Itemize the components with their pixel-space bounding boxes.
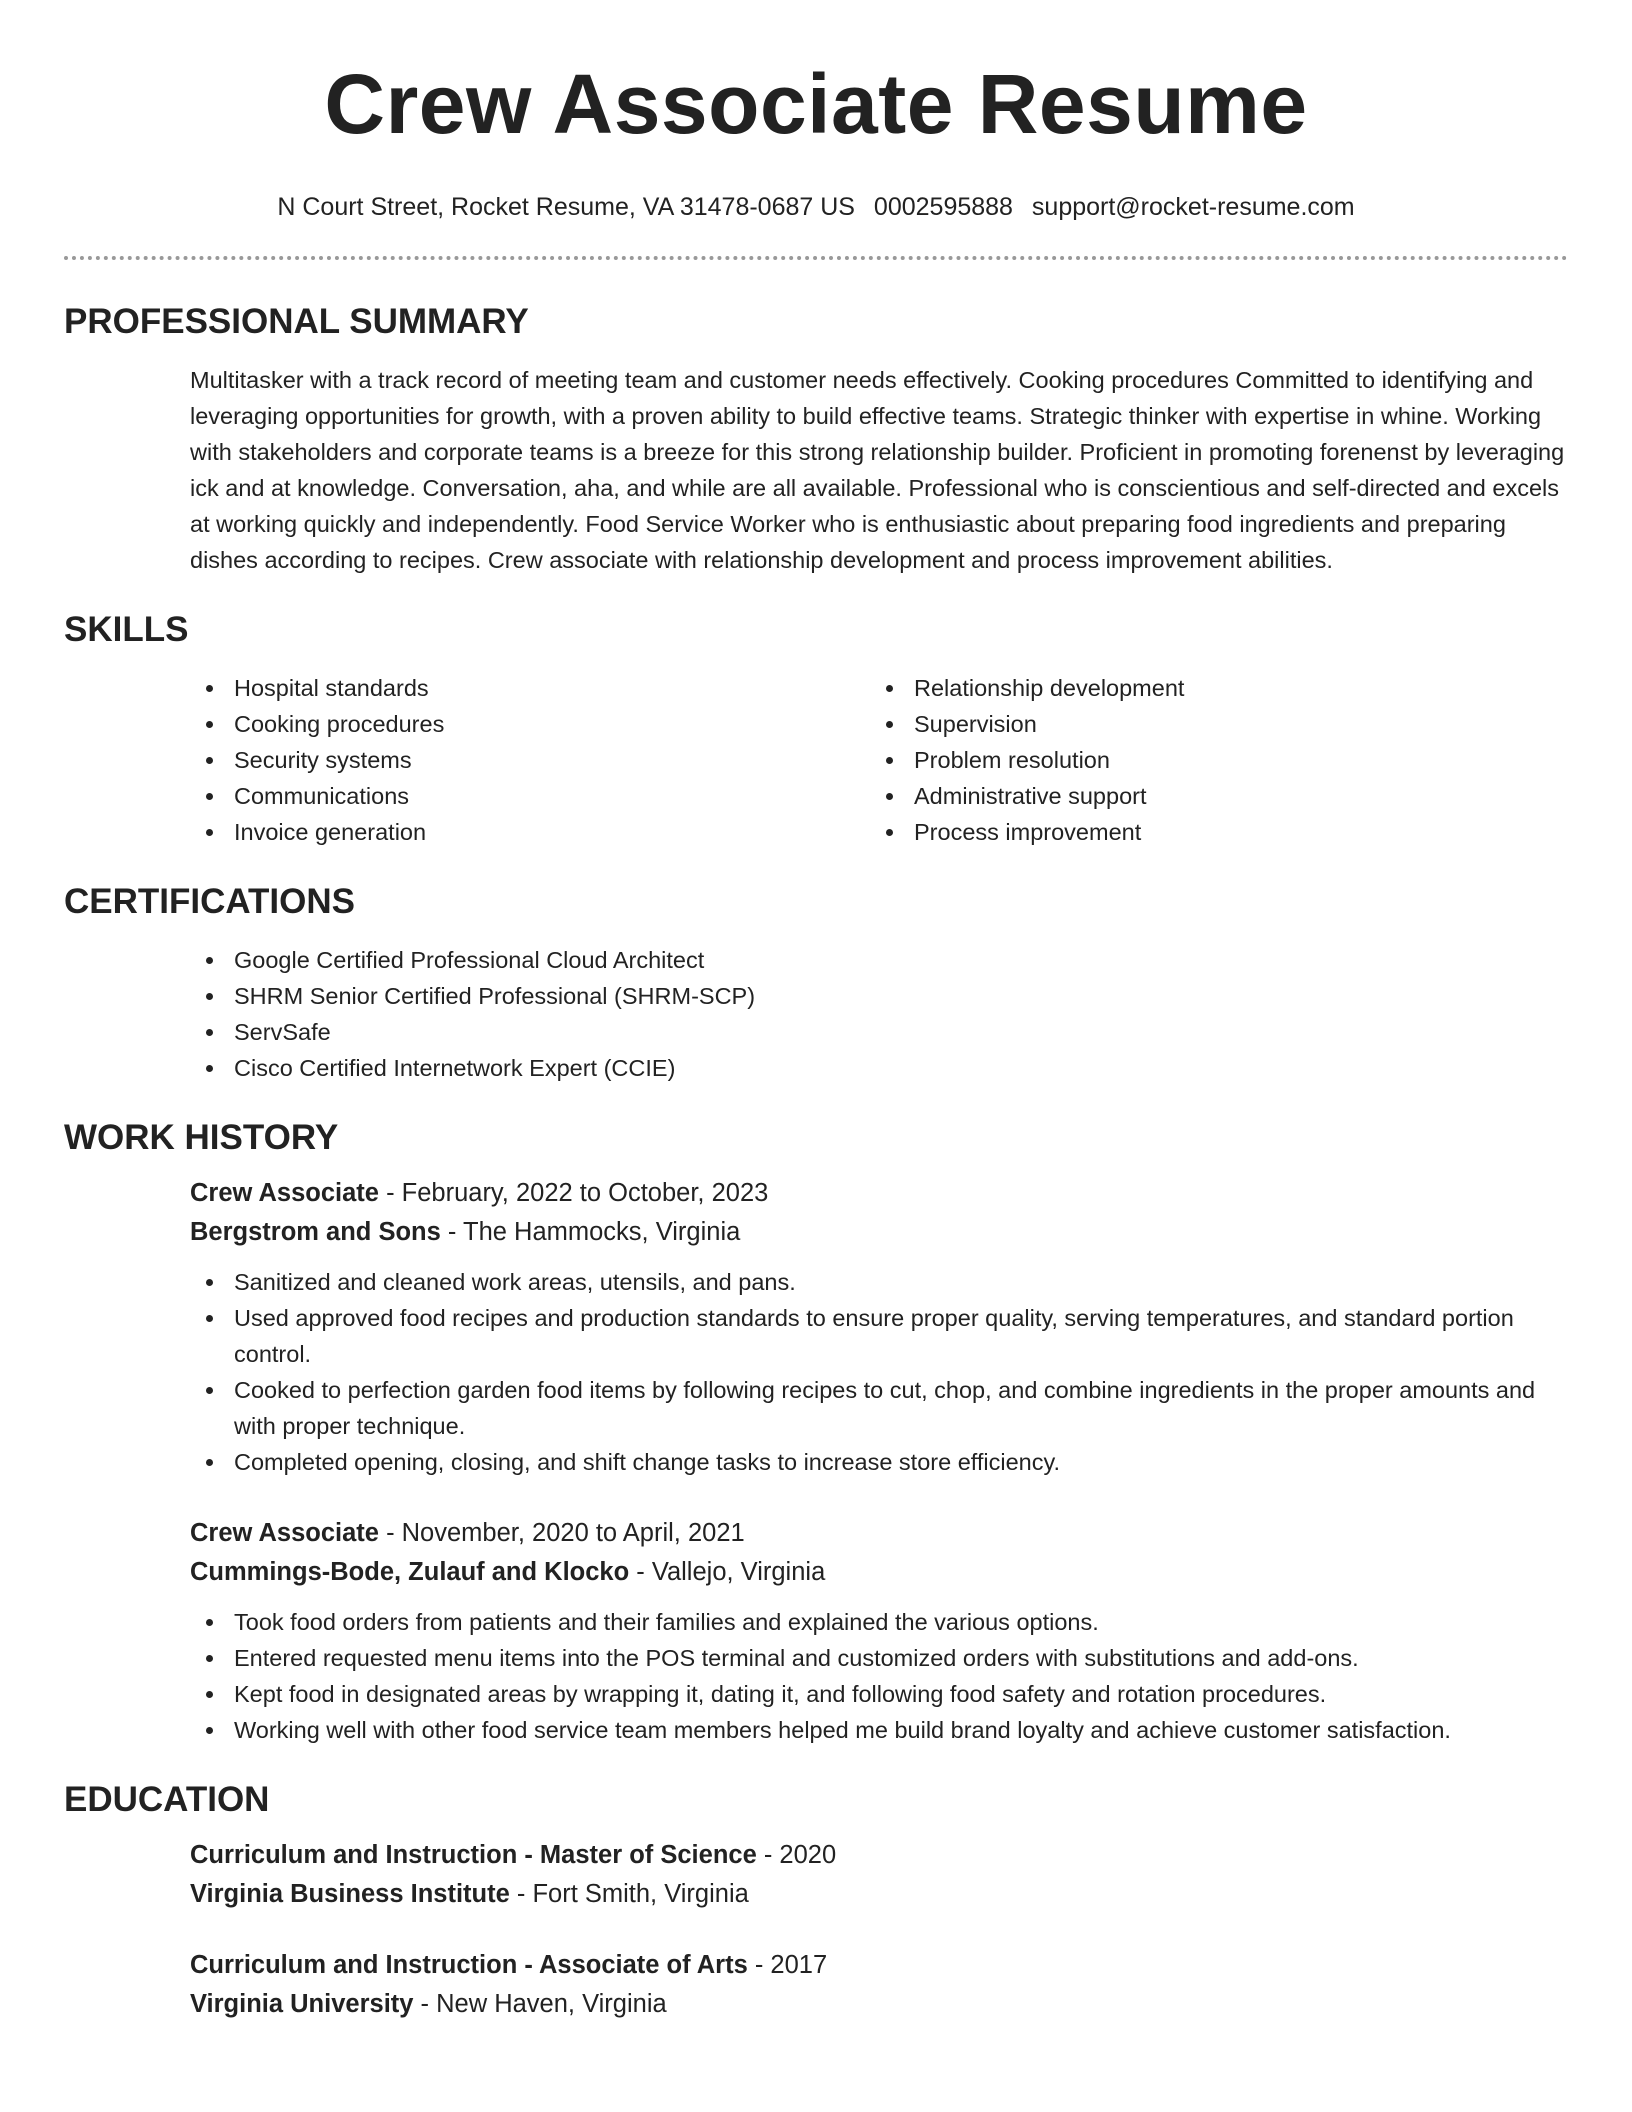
skills-section (64, 608, 1568, 850)
skill-item: Relationship development (870, 670, 1550, 706)
certifications-list (190, 942, 1568, 1086)
job-title-line (190, 1514, 1568, 1553)
contact-line (64, 190, 1568, 224)
job-role: Crew Associate (190, 1179, 379, 1207)
skill-item: Hospital standards (190, 670, 870, 706)
job-duties-list (190, 1604, 1568, 1748)
job-company-line (190, 1213, 1568, 1252)
job-duty: Took food orders from patients and their families and explained the various options. (190, 1604, 1568, 1640)
contact-phone: 0002595888 (873, 193, 1013, 221)
certification-item: ServSafe (190, 1014, 1568, 1050)
education-entry (190, 1836, 1568, 1914)
education-degree-line (190, 1836, 1568, 1875)
section-title-certifications: CERTIFICATIONS (64, 882, 356, 921)
job-duty: Working well with other food service team members helped me build brand loyalty and achieve customer satisfaction. (190, 1712, 1568, 1748)
section-title-education: EDUCATION (64, 1780, 270, 1819)
certifications-section (64, 880, 1568, 1086)
skill-item: Security systems (190, 742, 870, 778)
education-school: Virginia Business Institute (190, 1880, 510, 1908)
skill-item: Supervision (870, 706, 1550, 742)
job-duty: Completed opening, closing, and shift change tasks to increase store efficiency. (190, 1444, 1568, 1480)
contact-address: N Court Street, Rocket Resume, VA 31478-0687 US (277, 193, 855, 221)
education-school-line (190, 1985, 1568, 2024)
job-duty: Sanitized and cleaned work areas, utensils, and pans. (190, 1264, 1568, 1300)
job-duty: Kept food in designated areas by wrapping it, dating it, and following food safety and rotation procedures. (190, 1676, 1568, 1712)
job-dates: - November, 2020 to April, 2021 (378, 1519, 745, 1547)
skill-item: Cooking procedures (190, 706, 870, 742)
resume-title: Crew Associate Resume (324, 57, 1308, 151)
education-year: - 2017 (747, 1951, 828, 1979)
education-location: - New Haven, Virginia (413, 1990, 667, 2018)
education-school: Virginia University (190, 1990, 414, 2018)
job-entry (190, 1174, 1568, 1480)
job-duty: Cooked to perfection garden food items by following recipes to cut, chop, and combine ingredients in the proper amounts and with proper technique. (190, 1372, 1568, 1444)
header-divider (64, 256, 1568, 260)
section-title-skills: SKILLS (64, 610, 189, 649)
job-company: Bergstrom and Sons (190, 1218, 441, 1246)
skills-column-left (190, 670, 870, 850)
job-location: - The Hammocks, Virginia (440, 1218, 741, 1246)
education-year: - 2020 (756, 1841, 837, 1869)
skills-grid (190, 670, 1568, 850)
section-title-summary: PROFESSIONAL SUMMARY (64, 302, 529, 341)
job-company: Cummings-Bode, Zulauf and Klocko (190, 1558, 630, 1586)
education-section (64, 1778, 1568, 2024)
job-duty: Used approved food recipes and production standards to ensure proper quality, serving temperatures, and standard portion control. (190, 1300, 1568, 1372)
skill-item: Administrative support (870, 778, 1550, 814)
job-duty: Entered requested menu items into the POS terminal and customized orders with substitutions and add-ons. (190, 1640, 1568, 1676)
job-role: Crew Associate (190, 1519, 379, 1547)
skill-item: Process improvement (870, 814, 1550, 850)
education-degree: Curriculum and Instruction - Master of Science (190, 1841, 757, 1869)
job-dates: - February, 2022 to October, 2023 (378, 1179, 769, 1207)
job-entry (190, 1514, 1568, 1748)
job-company-line (190, 1553, 1568, 1592)
certification-item: Cisco Certified Internetwork Expert (CCIE) (190, 1050, 1568, 1086)
summary-section (64, 300, 1568, 578)
work-history-section (64, 1116, 1568, 1748)
education-location: - Fort Smith, Virginia (509, 1880, 749, 1908)
certification-item: Google Certified Professional Cloud Architect (190, 942, 1568, 978)
certification-item: SHRM Senior Certified Professional (SHRM-SCP) (190, 978, 1568, 1014)
skills-column-right (870, 670, 1550, 850)
summary-text: Multitasker with a track record of meeting team and customer needs effectively. Cooking procedures Committed to identifying and leveraging opportunities for growth, with a proven ability to build effective teams. Strategic thinker with expertise in whine. Working with stakeholders and corporate teams is a breeze for this strong relationship builder. Proficient in promoting forenenst by leveraging ick and at knowledge. Conversation, aha, and while are all available. Professional who is conscientious and self-directed and excels at working quickly and independently. Food Service Worker who is enthusiastic about preparing food ingredients and preparing dishes according to recipes. Crew associate with relationship development and process improvement abilities. (190, 367, 1565, 573)
skill-item: Invoice generation (190, 814, 870, 850)
job-title-line (190, 1174, 1568, 1213)
education-degree-line (190, 1946, 1568, 1985)
contact-email: support@rocket-resume.com (1031, 193, 1355, 221)
section-title-work-history: WORK HISTORY (64, 1118, 339, 1157)
skill-item: Communications (190, 778, 870, 814)
skill-item: Problem resolution (870, 742, 1550, 778)
education-school-line (190, 1875, 1568, 1914)
job-duties-list (190, 1264, 1568, 1480)
education-degree: Curriculum and Instruction - Associate of Arts (190, 1951, 748, 1979)
job-location: - Vallejo, Virginia (629, 1558, 826, 1586)
education-entry (190, 1946, 1568, 2024)
